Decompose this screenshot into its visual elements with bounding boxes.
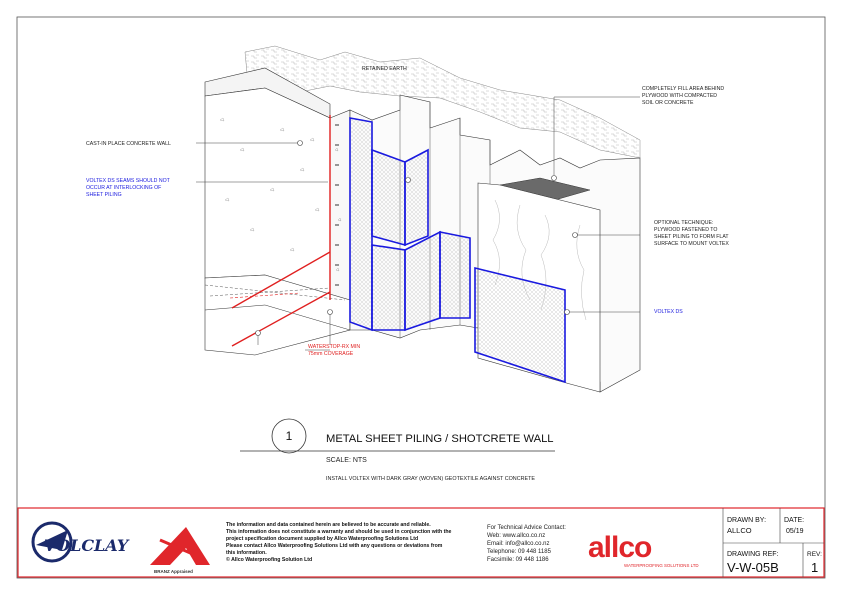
detail-number: 1 <box>285 429 293 443</box>
label-seams-1: VOLTEX DS SEAMS SHOULD NOT <box>86 178 170 184</box>
drawing-note: INSTALL VOLTEX WITH DARK GRAY (WOVEN) GEOTEXTILE AGAINST CONCRETE <box>326 476 535 482</box>
date-label: DATE: <box>784 517 805 524</box>
drawing-title: METAL SHEET PILING / SHOTCRETE WALL <box>326 433 554 445</box>
title-block <box>18 508 824 577</box>
label-opt-4: SURFACE TO MOUNT VOLTEX <box>654 241 729 247</box>
allco-subtitle: WATERPROOFING SOLUTIONS LTD <box>624 563 699 568</box>
volclay-wordmark: VOLCLAY <box>44 536 129 555</box>
label-voltex-ds: VOLTEX DS <box>654 309 683 315</box>
label-fill-2: PLYWOOD WITH COMPACTED <box>642 93 718 99</box>
date-value: 05/19 <box>786 528 804 535</box>
label-opt-2: PLYWOOD FASTENED TO <box>654 227 718 233</box>
disclaimer-line: project specification document supplied by Allco Waterproofing Solutions Ltd <box>226 536 419 542</box>
detail-title <box>240 419 555 482</box>
concrete-wall-side <box>205 88 330 295</box>
contact-facsimile: Facsimile: 09 448 1186 <box>487 557 549 563</box>
drawn-by-value: ALLCO <box>727 526 752 535</box>
disclaimer-line: this information. <box>226 550 267 556</box>
branz-text: BRANZ Appraised <box>154 569 193 574</box>
disclaimer-line: The information and data contained herein are believed to be accurate and reliable. <box>226 522 431 528</box>
drawn-by-label: DRAWN BY: <box>727 517 767 524</box>
contact-heading: For Technical Advice Contact: <box>487 525 566 531</box>
label-seams-2: OCCUR AT INTERLOCKING OF <box>86 185 162 191</box>
contact-email: Email: info@allco.co.nz <box>487 541 550 547</box>
label-opt-3: SHEET PILING TO FORM FLAT <box>654 234 729 240</box>
retained-earth-label: RETAINED EARTH <box>362 66 407 72</box>
label-waterstop-1: WATERSTOP-RX MIN <box>308 344 361 350</box>
isometric-drawing <box>86 46 729 392</box>
drawing-ref-label: DRAWING REF: <box>727 551 779 558</box>
contact-telephone: Telephone: 09 448 1185 <box>487 549 551 555</box>
concrete-wall-front <box>330 110 350 312</box>
contact-web: Web: www.allco.co.nz <box>487 533 546 539</box>
label-opt-1: OPTIONAL TECHNIQUE: <box>654 220 714 226</box>
drawing-scale: SCALE: NTS <box>326 457 367 464</box>
label-cast-in-place: CAST-IN PLACE CONCRETE WALL <box>86 141 171 147</box>
label-seams-3: SHEET PILING <box>86 192 122 198</box>
disclaimer-line: Please contact Allco Waterproofing Solutions Ltd with any questions or deviations from <box>226 543 443 549</box>
rev-value: 1 <box>811 560 819 575</box>
label-waterstop-2: 75mm COVERAGE <box>308 351 354 357</box>
disclaimer-line: © Allco Waterproofing Solution Ltd <box>226 557 313 563</box>
rev-label: REV: <box>807 551 822 558</box>
label-fill-3: SOIL OR CONCRETE <box>642 100 694 106</box>
label-fill-1: COMPLETELY FILL AREA BEHIND <box>642 86 725 92</box>
drawing-ref-value: V-W-05B <box>727 560 779 575</box>
allco-wordmark: allco <box>588 531 652 564</box>
disclaimer-line: This information does not constitute a warranty and should be used in conjunction with the <box>226 529 452 535</box>
